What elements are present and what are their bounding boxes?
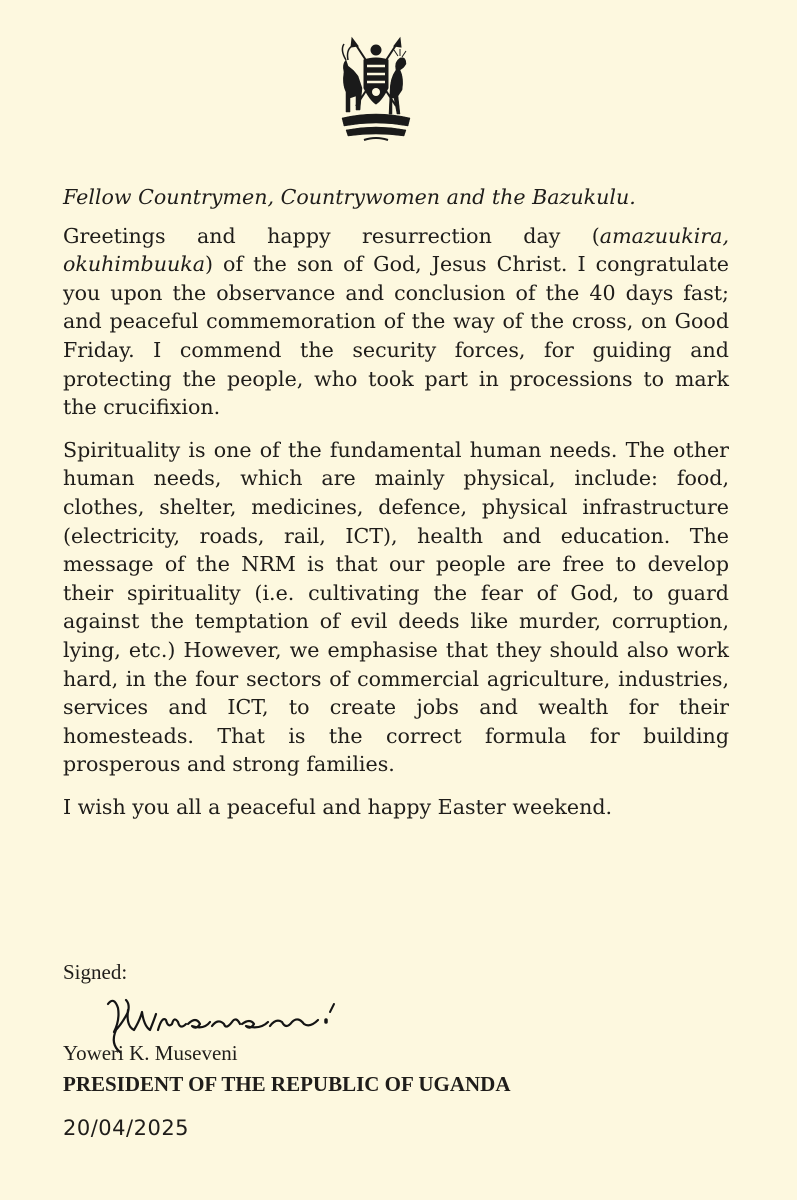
paragraph-greetings-rest: ) of the son of God, Jesus Christ. I congratulate you upon the observance and conclusion of the 40 days fast; and peaceful commemoration of the way of the cross, on Good Friday. I commend the security forces, for guiding and protecting the people, who took part in processions to mark the crucifixion. (63, 252, 729, 420)
letter-date: 20/04/2025 (63, 1116, 190, 1140)
letter-body (63, 183, 729, 821)
closing-line: I wish you all a peaceful and happy Easter weekend. (63, 794, 613, 819)
signatory-title: PRESIDENT OF THE REPUBLIC OF UGANDA (63, 1072, 511, 1096)
paragraph-greetings (63, 222, 729, 422)
paragraph-greetings-start: Greetings and happy resurrection day ( (63, 223, 600, 248)
local-words: amazuukira, okuhimbuuka (63, 223, 729, 277)
paragraph-spirituality: Spirituality is one of the fundamental human needs. The other human needs, which are mainly physical, include: food, clothes, shelter, medicines, defence, physical infrastructure (electricity, roads, rail, ICT), health and education. The message of the NRM is that our people are free to develop their spirituality (i.e. cultivating the fear of God, to guard against the temptation of evil deeds like murder, corruption, lying, etc.) However, we emphasise that they should also work hard, in the four sectors of commercial agriculture, industries, services and ICT, to create jobs and wealth for their homesteads. That is the correct formula for building prosperous and strong families. (63, 437, 729, 777)
signed-label: Signed: (63, 960, 128, 984)
coat-of-arms-icon (334, 36, 418, 148)
signatory-name: Yoweri K. Museveni (63, 1041, 238, 1065)
salutation: Fellow Countrymen, Countrywomen and the Bazukulu. (63, 185, 636, 209)
